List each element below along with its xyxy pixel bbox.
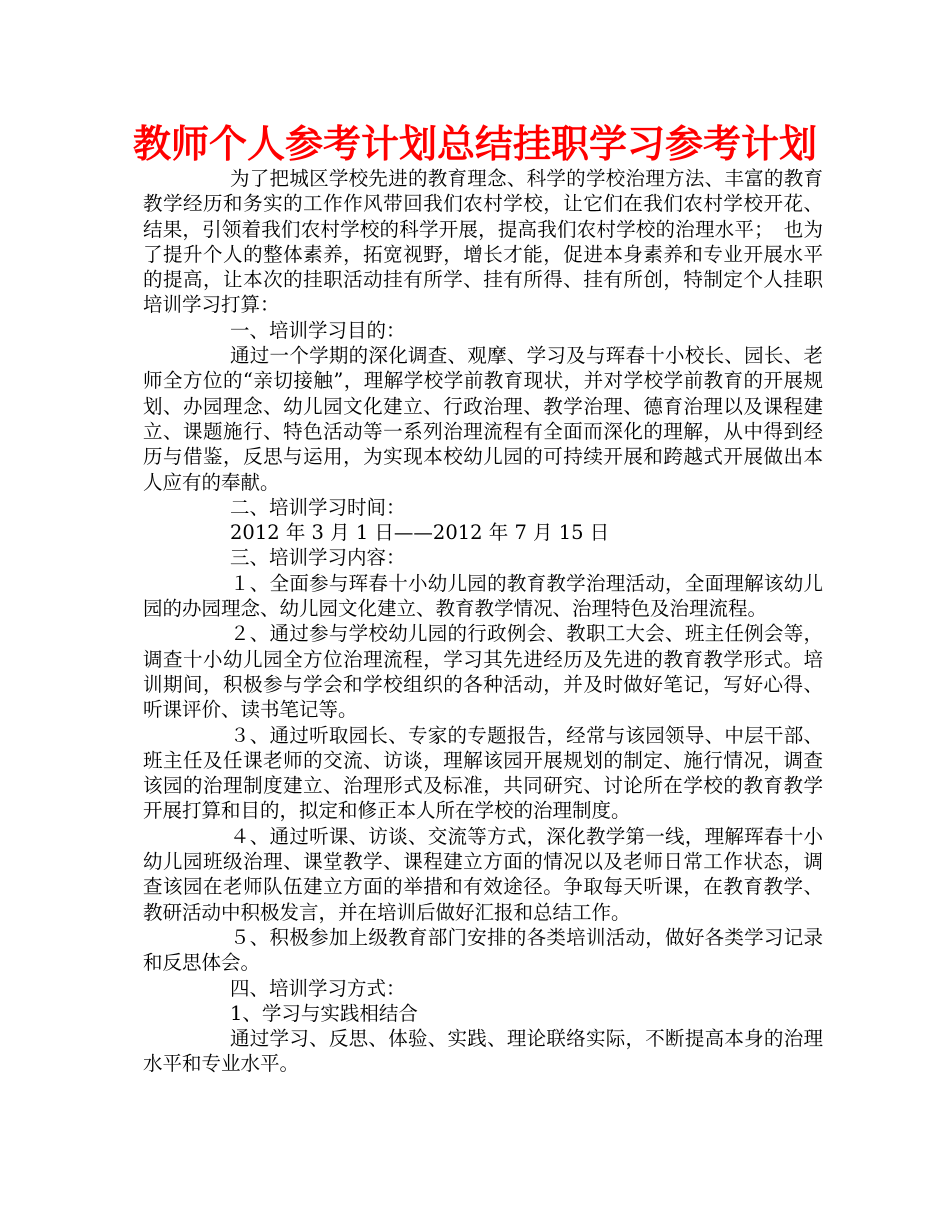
paragraph-content-1: １、全面参与珲春十小幼儿园的教育教学治理活动，全面理解该幼儿园的办园理念、幼儿园文化建立、教育教学情况、治理特色及治理流程。 [143,571,823,621]
document-body [143,166,823,1077]
heading-method: 四、培训学习方式： [230,976,406,1000]
heading-content: 三、培训学习内容： [230,546,406,570]
paragraph-content-5: ５、积极参加上级教育部门安排的各类培训活动，做好各类学习记录和反思体会。 [143,925,823,975]
paragraph-content-4: ４、通过听课、访谈、交流等方式，深化教学第一线，理解珲春十小幼儿园班级治理、课堂教学、课程建立方面的情况以及老师日常工作状态，调查该园在老师队伍建立方面的举措和有效途径。争取每天听课，在教育教学、教研活动中积极发言，并在培训后做好汇报和总结工作。 [143,824,823,924]
heading-purpose: 一、培训学习目的： [230,318,406,342]
paragraph-content-2: ２、通过参与学校幼儿园的行政例会、教职工大会、班主任例会等，调查十小幼儿园全方位治理流程，学习其先进经历及先进的教育教学形式。培训期间，积极参与学会和学校组织的各种活动，并及时做好笔记，写好心得、听课评价、读书笔记等。 [143,622,823,722]
paragraph-content-3: ３、通过听取园长、专家的专题报告，经常与该园领导、中层干部、班主任及任课老师的交流、访谈，理解该园开展规划的制定、施行情况，调查该园的治理制度建立、治理形式及标准，共同研究、讨论所在学校的教育教学开展打算和目的，拟定和修正本人所在学校的治理制度。 [143,723,823,823]
paragraph-intro: 为了把城区学校先进的教育理念、科学的学校治理方法、丰富的教育教学经历和务实的工作作风带回我们农村学校，让它们在我们农村学校开花、结果，引领着我们农村学校的科学开展，提高我们农村学校的治理水平； 也为了提升个人的整体素养，拓宽视野，增长才能，促进本身素养和专业开展水平的提高，让本次的挂职活动挂有所学、挂有所得、挂有所创，特制定个人挂职培训学习打算： [143,167,823,317]
paragraph-method-1: 通过学习、反思、体验、实践、理论联络实际，不断提高本身的治理水平和专业水平。 [143,1027,823,1076]
document-title: 教师个人参考计划总结挂职学习参考计划 [132,122,817,166]
heading-time: 二、培训学习时间： [230,495,406,519]
subheading-method-1: 1、学习与实践相结合 [230,1001,418,1025]
paragraph-time: 2012 年 3 月 1 日——2012 年 7 月 15 日 [230,521,610,545]
paragraph-purpose: 通过一个学期的深化调查、观摩、学习及与珲春十小校长、园长、老师全方位的“亲切接触”，理解学校学前教育现状，并对学校学前教育的开展规划、办园理念、幼儿园文化建立、行政治理、教学治理、德育治理以及课程建立、课题施行、特色活动等一系列治理流程有全面而深化的理解，从中得到经历与借鉴，反思与运用，为实现本校幼儿园的可持续开展和跨越式开展做出本人应有的奉献。 [143,344,823,494]
